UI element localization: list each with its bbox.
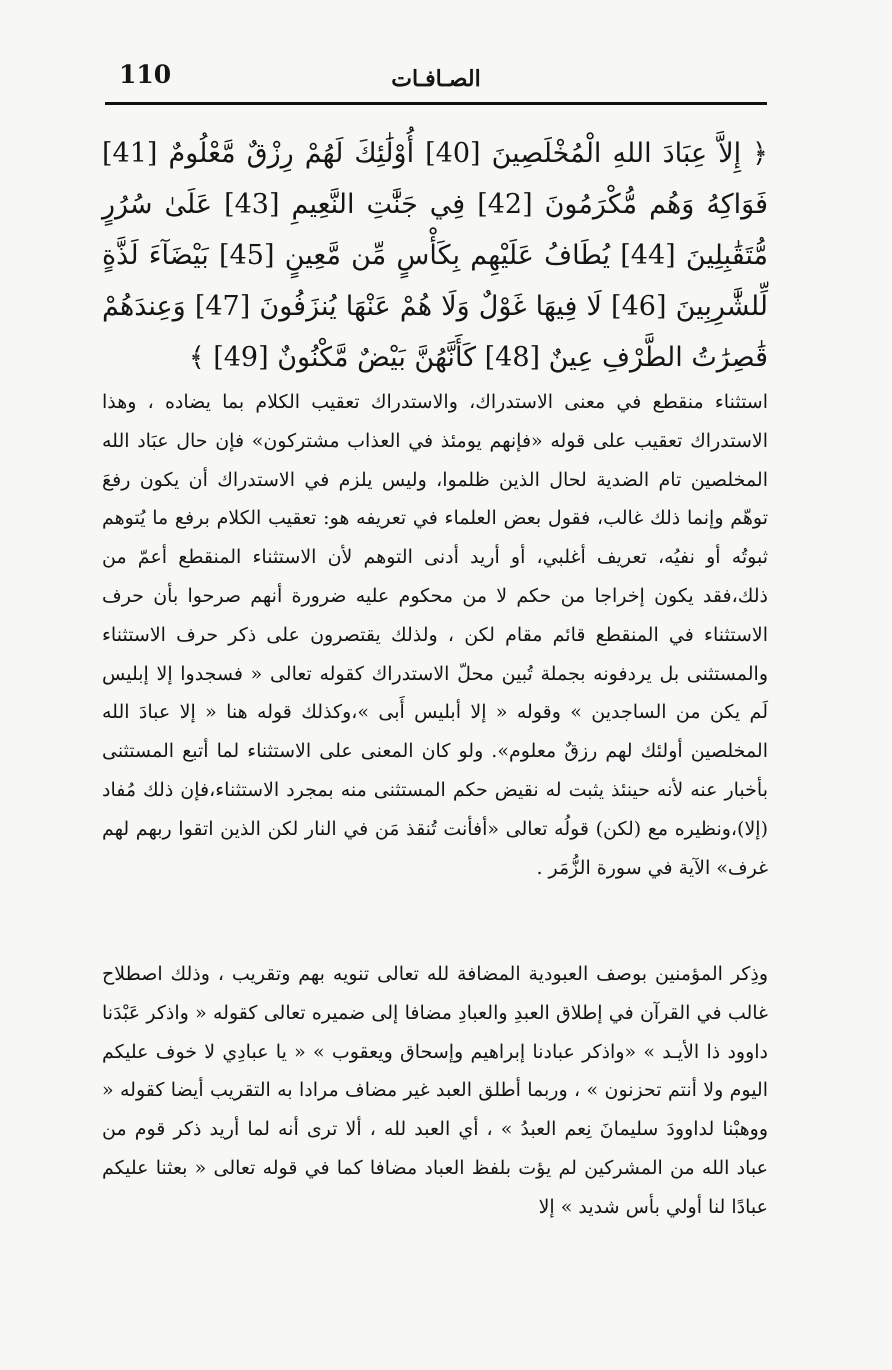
page-number: 110 (119, 60, 172, 89)
quran-verses: ﴿ إِلاَّ عِبَادَ اللهِ الْمُخْلَصِينَ [40] أُوْلَٰئِكَ لَهُمْ رِزْقٌ مَّعْلُومٌ [41] فَوَاكِهُ وَهُم مُّكْرَمُونَ [42] فِي جَنَّٰتِ النَّعِيمِ [43] عَلَىٰ سُرُرٍ مُّتَقَٰبِلِينَ [44] يُطَافُ عَلَيْهِم بِكَأْسٍ مِّن مَّعِينٍ [45] بَيْضَآءَ لَذَّةٍ لِّلشَّٰرِبِينَ [46] لَا فِيهَا غَوْلٌ وَلَا هُمْ عَنْهَا يُنزَفُونَ [47] وَعِندَهُمْ قَٰصِرَٰتُ الطَّرْفِ عِينٌ [48] كَأَنَّهُنَّ بَيْضٌ مَّكْنُونٌ [49] ﴾ (102, 138, 768, 373)
running-title: الصـافـات (391, 66, 481, 92)
page-header (105, 58, 767, 105)
commentary-paragraph-2: وذِكر المؤمنين بوصف العبودية المضافة لله تعالى تنويه بهم وتقريب ، وذلك اصطلاح غالب في القرآن في إطلاق العبدِ والعبادِ مضافا إلى ضميره تعالى كقوله « واذكر عَبْدَنا داوود ذا الأيـد » «واذكر عبادنا إبراهيم وإسحاق ويعقوب » « يا عبادِي لا خوف عليكم اليوم ولا أنتم تحزنون » ، وربما أطلق العبد غير مضاف مرادا به التقريب أيضا كقوله « ووهبْنا لداوودَ سليمانَ نِعم العبدُ » ، أي العبد لله ، ألا ترى أنه لما أريد ذكر قوم من عباد الله من المشركين لم يؤت بلفظ العباد مضافا كما في قوله تعالى « بعثنا عليكم عبادًا لنا أولي بأس شديد » إلا (102, 963, 768, 1218)
commentary-paragraph-1: استثناء منقطع في معنى الاستدراك، والاستدراك تعقيب الكلام بما يضاده ، وهذا الاستدراك تعقيب على قوله «فإنهم يومئذ في العذاب مشتركون» فإن حال عبَاد الله المخلصين تام الضدية لحال الذين ظلموا، وليس يلزم في الاستدراك أن يكون رفعَ توهّم وإنما ذلك غالب، فقول بعض العلماء في تعريفه هو: تعقيب الكلام برفع ما يُتوهم ثبوتُه أو نفيُه، تعريف أغلبي، أو أريد أدنى التوهم لأن الاستثناء المنقطع أعمّ من ذلك،فقد يكون إخراجا من حكم لا من محكوم عليه ضرورة أنهم صرحوا بأن حرف الاستثناء في المنقطع قائم مقام لكن ، ولذلك يقتصرون على ذكر حرف الاستثناء والمستثنى بل يردفونه بجملة تُبين محلّ الاستدراك كقوله تعالى « فسجدوا إلا إبليس لَم يكن من الساجدين » وقوله « إلا أبليس أَبى »،وكذلك قوله هنا « إلا عبادَ الله المخلصين أولئك لهم رزقٌ معلوم». ولو كان المعنى على الاستثناء لما أتبع المستثنى بأخبار عنه لأنه حينئذ يثبت له نقيض حكم المستثنى منه بمجرد الاستثناء،فإن ذلك مُفاد (إلا)،ونظيره مع (لكن) قولُه تعالى «أفأنت تُنقذ مَن في النار لكن الذين اتقوا ربهم لهم غرف» الآية في سورة الزُّمَر . (102, 391, 768, 879)
